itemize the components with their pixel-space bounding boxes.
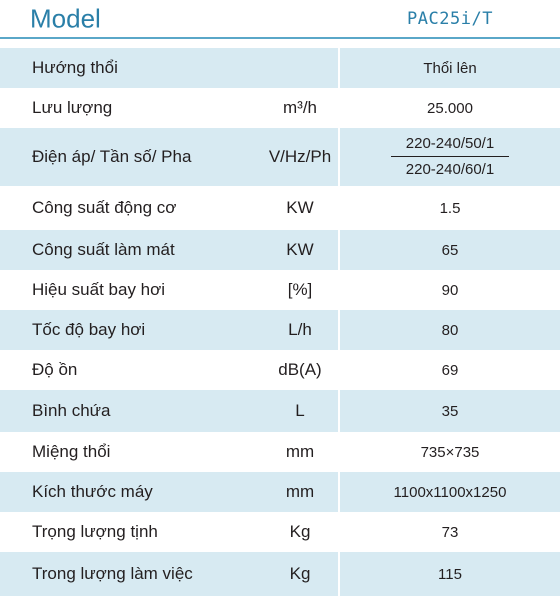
row-label: Hướng thổi [32,58,118,77]
row-unit: Kg [289,522,311,541]
row-value-cell [340,472,560,512]
row-value: 1100x1100x1250 [393,483,507,501]
row-label-cell [0,432,338,472]
row-value: 35 [441,402,459,420]
row-label-cell [0,230,338,270]
row-unit: m³/h [283,98,317,117]
row-value: 69 [441,361,459,379]
row-value-cell [340,310,560,350]
row-unit: dB(A) [278,360,322,379]
row-value-cell [340,128,560,186]
value-divider [391,156,509,157]
header-row [0,0,560,38]
row-label: Bình chứa [32,401,111,420]
table-row [0,432,560,472]
table-row [0,88,560,128]
row-label-cell [0,472,338,512]
row-value-cell [340,48,560,88]
table-row [0,230,560,270]
row-label-cell [0,390,338,432]
row-value-cell [340,186,560,230]
table-row [0,350,560,390]
row-value: 25.000 [427,99,473,117]
row-value: Thổi lên [423,59,477,77]
row-label: Miệng thổi [32,442,111,461]
row-label-cell [0,186,338,230]
row-label-cell [0,350,338,390]
row-label: Hiệu suất bay hơi [32,280,166,299]
table-row [0,552,560,596]
row-value-cell [340,230,560,270]
table-row [0,48,560,88]
row-label-cell [0,552,338,596]
row-unit: V/Hz/Ph [268,147,332,166]
row-label: Lưu lượng [32,98,113,117]
row-value: 735×735 [420,443,480,461]
row-label: Công suất động cơ [32,198,177,217]
row-label-cell [0,512,338,552]
split-value [391,134,509,180]
model-name: PAC25i/T [407,9,493,29]
row-label: Tốc độ bay hơi [32,320,146,339]
row-label-cell [0,270,338,310]
row-label: Kích thước máy [32,482,153,501]
table-row [0,390,560,432]
row-value-cell [340,512,560,552]
row-label: Trong lượng làm việc [32,564,193,583]
row-label-cell [0,128,338,186]
row-value-cell [340,552,560,596]
row-unit: KW [286,240,314,259]
row-unit: Kg [289,564,311,583]
row-unit: mm [285,482,315,501]
row-value: 115 [438,565,462,583]
table-row [0,128,560,186]
row-value: 73 [441,523,459,541]
row-label-cell [0,48,338,88]
table-row [0,310,560,350]
table-row [0,186,560,230]
table-row [0,472,560,512]
row-value: 65 [441,241,459,259]
row-label-cell [0,310,338,350]
row-unit: KW [286,198,314,217]
table-row [0,270,560,310]
row-value-cell [340,350,560,390]
row-value-cell [340,88,560,128]
row-label: Công suất làm mát [32,240,175,259]
header-left-cell [0,0,338,38]
row-label: Trọng lượng tịnh [32,522,158,541]
row-value-cell [340,270,560,310]
table-row [0,512,560,552]
row-value-cell [340,390,560,432]
row-unit: L/h [288,320,312,339]
row-value-top: 220-240/50/1 [405,135,495,152]
row-value-bottom: 220-240/60/1 [405,161,495,178]
row-unit: L [295,401,305,420]
header-divider [0,37,560,39]
row-value: 80 [441,321,459,339]
row-unit: [%] [287,280,313,299]
row-value: 90 [441,281,459,299]
row-label: Điện áp/ Tần số/ Pha [32,147,192,166]
row-value-cell [340,432,560,472]
header-right-cell [340,0,560,38]
row-unit: mm [285,442,315,461]
header-title: Model [30,3,101,34]
row-label: Độ ồn [32,360,78,379]
row-label-cell [0,88,338,128]
row-value: 1.5 [439,199,461,217]
